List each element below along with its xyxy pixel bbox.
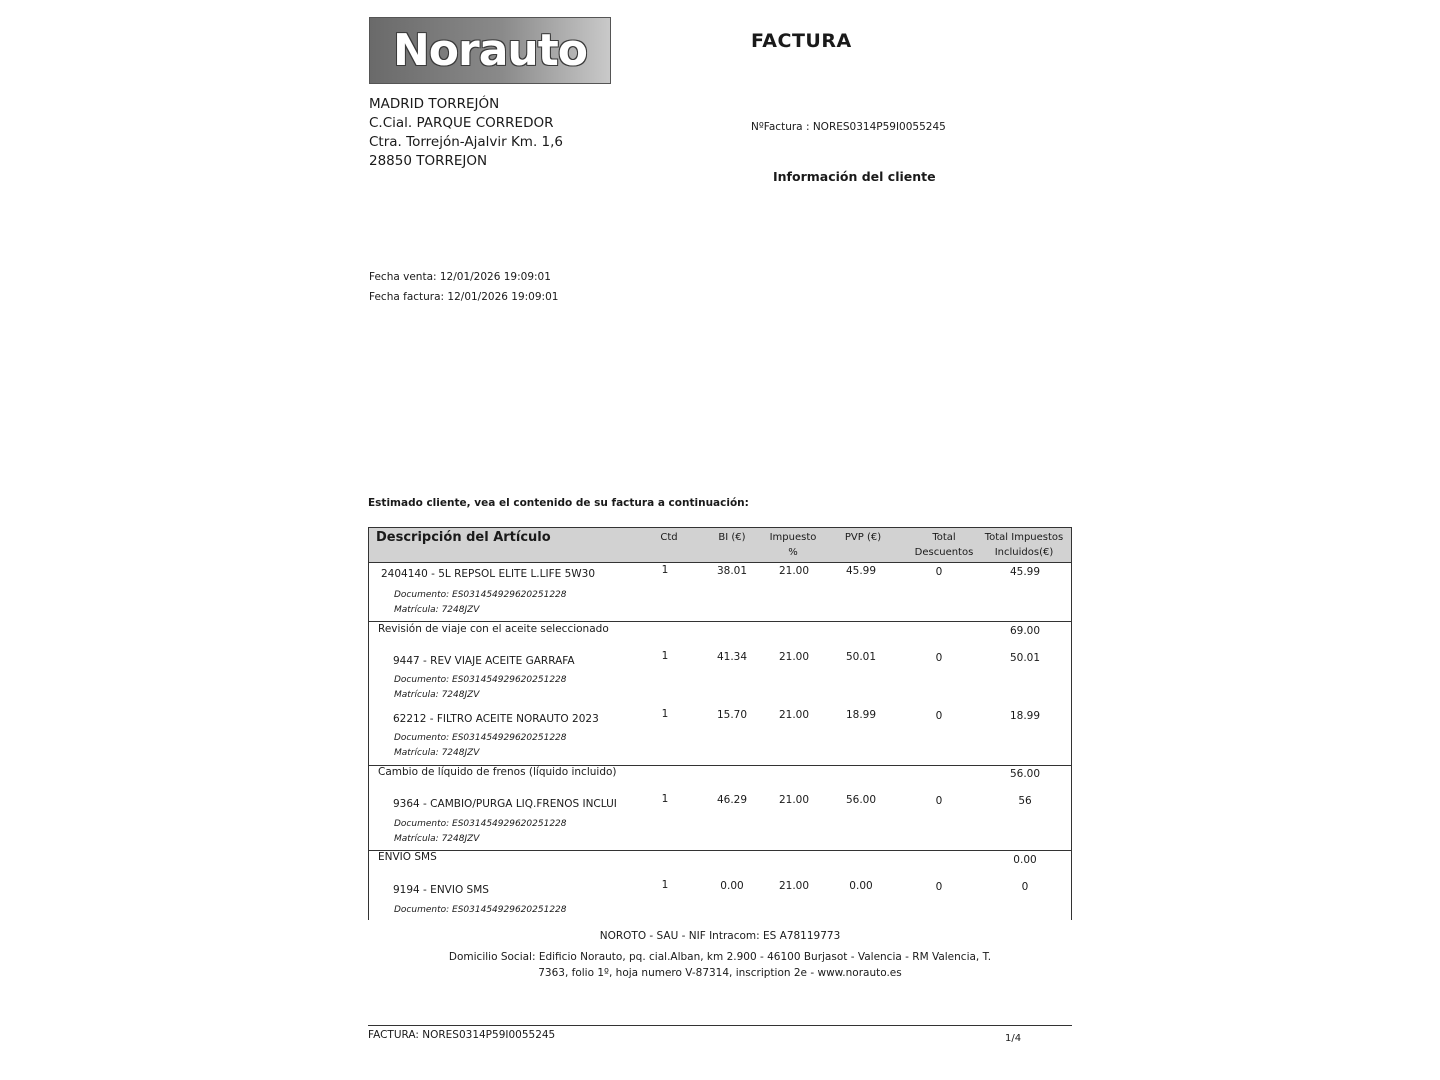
invoice-date: Fecha factura: 12/01/2026 19:09:01 — [369, 291, 559, 303]
footer-invoice-ref: FACTURA: NORES0314P59I0055245 — [368, 1029, 556, 1041]
item-plate: Matrícula: 7248JZV — [394, 690, 480, 700]
header-tax-line2: % — [788, 547, 798, 558]
intro-text: Estimado cliente, vea el contenido de su factura a continuación: — [368, 497, 749, 509]
item-total: 18.99 — [1009, 710, 1041, 722]
item-tax: 21.00 — [778, 565, 810, 577]
page-number: 1/4 — [1005, 1033, 1022, 1044]
item-discount: 0 — [935, 566, 943, 578]
item-document: Documento: ES031454929620251228 — [394, 675, 567, 685]
group-total: 0.00 — [1013, 854, 1037, 866]
client-info-heading: Información del cliente — [773, 169, 936, 184]
store-line-2: C.Cial. PARQUE CORREDOR — [369, 115, 554, 131]
items-table — [368, 527, 1072, 920]
company-address-line2: 7363, folio 1º, hoja numero V-87314, inscription 2e - www.norauto.es — [538, 967, 902, 979]
invoice-dates — [369, 267, 558, 307]
group-title: Revisión de viaje con el aceite seleccionado — [378, 623, 609, 635]
item-document: Documento: ES031454929620251228 — [394, 905, 567, 915]
item-plate: Matrícula: 7248JZV — [394, 605, 480, 615]
item-description: 9194 - ENVIO SMS — [393, 884, 489, 896]
header-tax-line1: Impuesto — [769, 532, 817, 543]
item-total: 45.99 — [1009, 566, 1041, 578]
item-qty: 1 — [661, 793, 669, 805]
item-bi: 0.00 — [720, 880, 744, 892]
logo-text: Norauto — [392, 25, 588, 76]
item-description: 9447 - REV VIAJE ACEITE GARRAFA — [393, 655, 575, 667]
item-discount: 0 — [935, 881, 943, 893]
item-description: 2404140 - 5L REPSOL ELITE L.LIFE 5W30 — [381, 568, 596, 580]
item-tax: 21.00 — [778, 651, 810, 663]
item-discount: 0 — [935, 795, 943, 807]
footer-divider — [368, 1025, 1072, 1026]
item-pvp: 56.00 — [845, 794, 877, 806]
company-address — [0, 949, 1440, 981]
header-total — [979, 530, 1069, 560]
item-qty: 1 — [661, 564, 669, 576]
header-pvp: PVP (€) — [844, 532, 882, 543]
item-discount: 0 — [935, 652, 943, 664]
group-total: 69.00 — [1009, 625, 1041, 637]
item-total: 50.01 — [1009, 652, 1041, 664]
item-pvp: 0.00 — [849, 880, 873, 892]
store-line-3: Ctra. Torrejón-Ajalvir Km. 1,6 — [369, 134, 563, 150]
norauto-logo — [369, 17, 611, 84]
header-description: Descripción del Artículo — [376, 530, 551, 545]
item-pvp: 45.99 — [845, 565, 877, 577]
group-total: 56.00 — [1009, 768, 1041, 780]
header-tax — [761, 530, 825, 560]
invoice-number: NºFactura : NORES0314P59I0055245 — [751, 121, 946, 133]
item-qty: 1 — [661, 879, 669, 891]
item-plate: Matrícula: 7248JZV — [394, 834, 480, 844]
item-pvp: 18.99 — [845, 709, 877, 721]
item-bi: 46.29 — [716, 794, 748, 806]
document-title: FACTURA — [751, 30, 852, 52]
header-total-line1: Total Impuestos — [984, 532, 1064, 543]
item-pvp: 50.01 — [845, 651, 877, 663]
item-document: Documento: ES031454929620251228 — [394, 733, 567, 743]
store-line-4: 28850 TORREJON — [369, 153, 488, 169]
group-title: ENVIO SMS — [378, 851, 437, 863]
item-bi: 38.01 — [716, 565, 748, 577]
item-qty: 1 — [661, 708, 669, 720]
item-document: Documento: ES031454929620251228 — [394, 819, 567, 829]
header-discounts-line2: Descuentos — [914, 547, 974, 558]
sale-date: Fecha venta: 12/01/2026 19:09:01 — [369, 271, 551, 283]
store-line-1: MADRID TORREJÓN — [369, 96, 500, 112]
header-discounts — [907, 530, 981, 560]
item-discount: 0 — [935, 710, 943, 722]
row-separator — [369, 850, 1071, 851]
header-discounts-line1: Total — [932, 532, 956, 543]
item-tax: 21.00 — [778, 709, 810, 721]
item-document: Documento: ES031454929620251228 — [394, 590, 567, 600]
company-legal: NOROTO - SAU - NIF Intracom: ES A78119773 — [599, 930, 841, 942]
item-qty: 1 — [661, 650, 669, 662]
header-total-line2: Incluidos(€) — [994, 547, 1054, 558]
company-address-line1: Domicilio Social: Edificio Norauto, pq. cial.Alban, km 2.900 - 46100 Burjasot - Valencia - RM Valencia, T. — [448, 951, 992, 963]
store-address — [369, 95, 563, 171]
table-header — [369, 528, 1071, 563]
item-tax: 21.00 — [778, 880, 810, 892]
item-total: 56 — [1018, 795, 1032, 807]
item-description: 9364 - CAMBIO/PURGA LIQ.FRENOS INCLUI — [393, 798, 617, 810]
item-plate: Matrícula: 7248JZV — [394, 748, 480, 758]
item-total: 0 — [1021, 881, 1029, 893]
row-separator — [369, 621, 1071, 622]
header-bi: BI (€) — [718, 532, 746, 543]
item-tax: 21.00 — [778, 794, 810, 806]
group-title: Cambio de líquido de frenos (líquido incluido) — [378, 766, 617, 778]
item-bi: 41.34 — [716, 651, 748, 663]
item-description: 62212 - FILTRO ACEITE NORAUTO 2023 — [393, 713, 599, 725]
header-qty: Ctd — [660, 532, 678, 543]
item-bi: 15.70 — [716, 709, 748, 721]
